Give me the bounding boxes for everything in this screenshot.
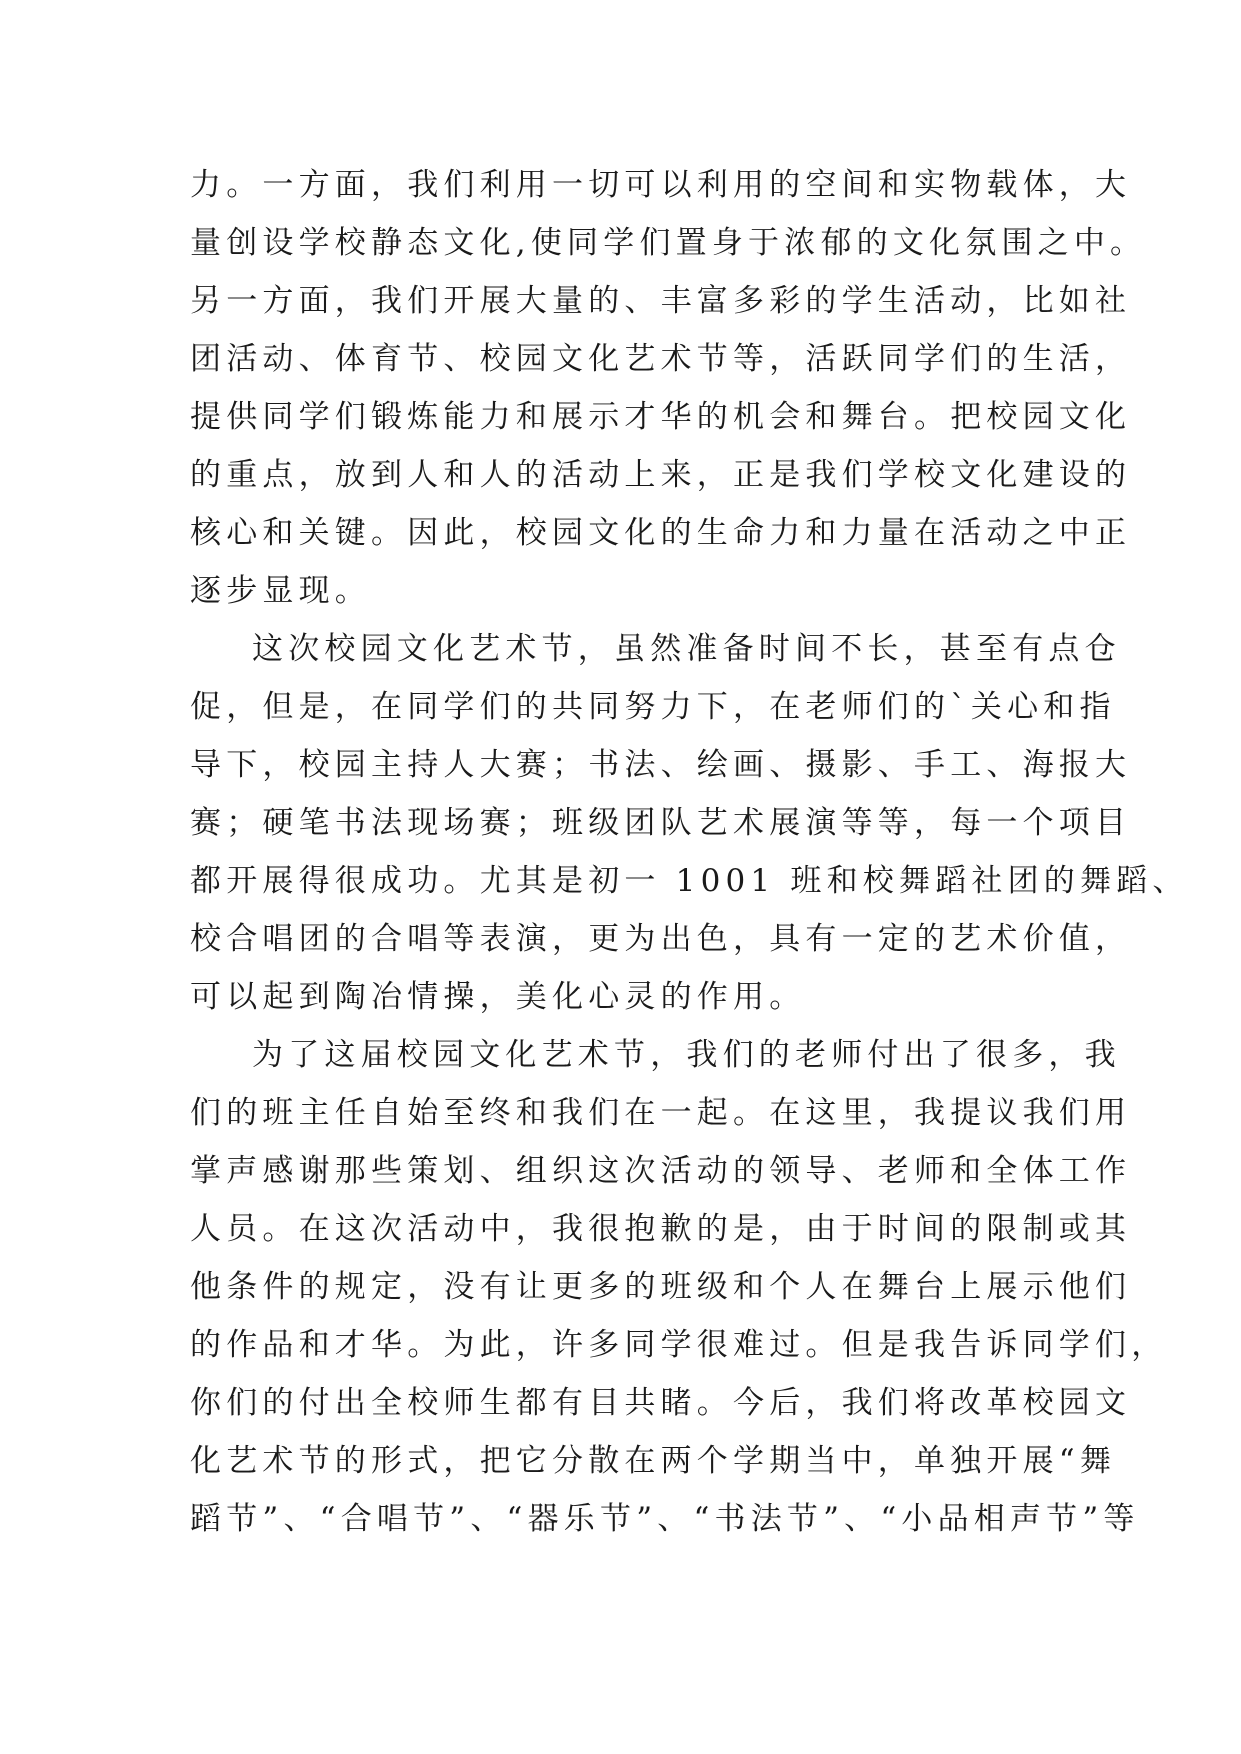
paragraph-first-line: 这次校园文化艺术节，虽然准备时间不长，甚至有点仓 xyxy=(252,631,1121,667)
text-line: 导下，校园主持人大赛；书法、绘画、摄影、手工、海报大 xyxy=(190,747,1132,783)
text-line: 赛；硬笔书法现场赛；班级团队艺术展演等等，每一个项目 xyxy=(190,805,1132,841)
text-line: 蹈节”、“合唱节”、“器乐节”、“书法节”、“小品相声节”等 xyxy=(190,1501,1140,1537)
text-line: 校合唱团的合唱等表演，更为出色，具有一定的艺术价值， xyxy=(190,921,1132,957)
text-line: 促，但是，在同学们的共同努力下，在老师们的`关心和指 xyxy=(190,689,1116,725)
document-body xyxy=(190,156,1189,1548)
text-line: 的重点，放到人和人的活动上来，正是我们学校文化建设的 xyxy=(190,457,1132,493)
text-line: 另一方面，我们开展大量的、丰富多彩的学生活动，比如社 xyxy=(190,283,1132,319)
text-line: 逐步显现。 xyxy=(190,573,371,609)
text-line: 们的班主任自始至终和我们在一起。在这里，我提议我们用 xyxy=(190,1095,1132,1131)
paragraph-first-line: 为了这届校园文化艺术节，我们的老师付出了很多，我 xyxy=(252,1037,1121,1073)
text-line: 可以起到陶冶情操，美化心灵的作用。 xyxy=(190,979,806,1015)
text-line: 化艺术节的形式，把它分散在两个学期当中，单独开展“舞 xyxy=(190,1443,1117,1479)
text-line: 都开展得很成功。尤其是初一 1001 班和校舞蹈社团的舞蹈、 xyxy=(190,863,1189,899)
text-line: 团活动、体育节、校园文化艺术节等，活跃同学们的生活， xyxy=(190,341,1132,377)
text-line: 提供同学们锻炼能力和展示才华的机会和舞台。把校园文化 xyxy=(190,399,1132,435)
text-line: 量创设学校静态文化,使同学们置身于浓郁的文化氛围之中。 xyxy=(190,225,1147,261)
text-line: 人员。在这次活动中，我很抱歉的是，由于时间的限制或其 xyxy=(190,1211,1132,1247)
text-line: 掌声感谢那些策划、组织这次活动的领导、老师和全体工作 xyxy=(190,1153,1132,1189)
text-line: 他条件的规定，没有让更多的班级和个人在舞台上展示他们 xyxy=(190,1269,1132,1305)
text-line: 核心和关键。因此，校园文化的生命力和力量在活动之中正 xyxy=(190,515,1132,551)
text-line: 力。一方面，我们利用一切可以利用的空间和实物载体，大 xyxy=(190,167,1132,203)
text-line: 你们的付出全校师生都有目共睹。今后，我们将改革校园文 xyxy=(190,1385,1132,1421)
text-line: 的作品和才华。为此，许多同学很难过。但是我告诉同学们， xyxy=(190,1327,1168,1363)
